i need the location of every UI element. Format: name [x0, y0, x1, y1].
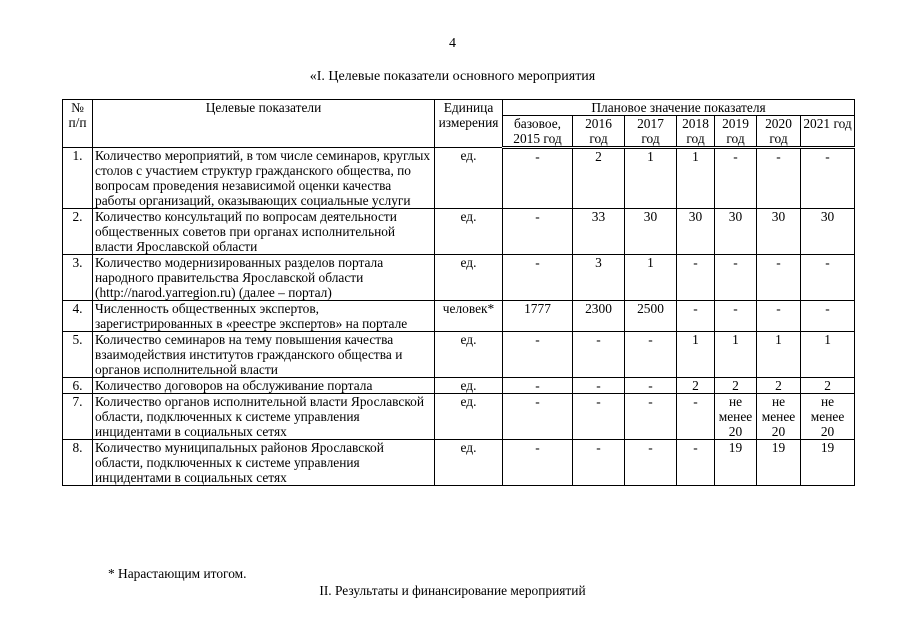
value-cell: -	[503, 209, 573, 255]
value-cell: 1	[801, 332, 855, 378]
value-cell: -	[573, 378, 625, 394]
value-cell: 30	[757, 209, 801, 255]
indicator-name: Количество консультаций по вопросам деятельности общественных советов при органах исполнительной власти Ярославской области	[93, 209, 435, 255]
value-cell: -	[573, 394, 625, 440]
header-unit: Единица измерения	[435, 100, 503, 148]
header-year-2021: 2021 год	[801, 116, 855, 148]
table-row	[63, 440, 855, 486]
value-cell: -	[677, 301, 715, 332]
value-cell: 30	[715, 209, 757, 255]
table-row	[63, 378, 855, 394]
header-year-2018: 2018 год	[677, 116, 715, 148]
value-cell: -	[801, 255, 855, 301]
unit-cell: ед.	[435, 255, 503, 301]
value-cell: -	[715, 301, 757, 332]
row-number: 7.	[63, 394, 93, 440]
value-cell: 2	[677, 378, 715, 394]
header-year-2019: 2019 год	[715, 116, 757, 148]
indicator-name: Количество мероприятий, в том числе семинаров, круглых столов с участием структур гражданского общества, по вопросам проведения независимой оценки качества работы организаций, оказывающих социальные услуги	[93, 148, 435, 209]
header-year-2017: 2017 год	[625, 116, 677, 148]
indicator-name: Количество органов исполнительной власти Ярославской области, подключенных к системе управления инцидентами в социальных сетях	[93, 394, 435, 440]
value-cell: -	[573, 440, 625, 486]
value-cell: -	[757, 148, 801, 209]
row-number: 5.	[63, 332, 93, 378]
value-cell: -	[503, 255, 573, 301]
header-planned: Плановое значение показателя	[503, 100, 855, 116]
value-cell: 19	[801, 440, 855, 486]
unit-cell: ед.	[435, 394, 503, 440]
header-year-2020: 2020 год	[757, 116, 801, 148]
value-cell: -	[715, 255, 757, 301]
table-row	[63, 332, 855, 378]
indicator-name: Количество модернизированных разделов портала народного правительства Ярославской области (http://narod.yarregion.ru) (далее – портал)	[93, 255, 435, 301]
value-cell: не менее 20	[715, 394, 757, 440]
row-number: 2.	[63, 209, 93, 255]
value-cell: не менее 20	[757, 394, 801, 440]
value-cell: не менее 20	[801, 394, 855, 440]
value-cell: 1	[625, 255, 677, 301]
value-cell: 2300	[573, 301, 625, 332]
next-section-title: II. Результаты и финансирование мероприятий	[319, 583, 586, 598]
value-cell: -	[503, 148, 573, 209]
value-cell: 1777	[503, 301, 573, 332]
value-cell: 2500	[625, 301, 677, 332]
indicators-table	[62, 99, 855, 486]
unit-cell: человек*	[435, 301, 503, 332]
unit-cell: ед.	[435, 440, 503, 486]
value-cell: -	[503, 332, 573, 378]
value-cell: -	[677, 255, 715, 301]
row-number: 3.	[63, 255, 93, 301]
header-num: № п/п	[63, 100, 93, 148]
value-cell: -	[503, 394, 573, 440]
value-cell: 33	[573, 209, 625, 255]
table-row	[63, 394, 855, 440]
value-cell: 1	[677, 148, 715, 209]
value-cell: -	[715, 148, 757, 209]
value-cell: 2	[757, 378, 801, 394]
row-number: 1.	[63, 148, 93, 209]
unit-cell: ед.	[435, 378, 503, 394]
unit-cell: ед.	[435, 209, 503, 255]
row-number: 4.	[63, 301, 93, 332]
value-cell: -	[625, 378, 677, 394]
table-row	[63, 209, 855, 255]
header-year-base: базовое, 2015 год	[503, 116, 573, 148]
value-cell: -	[573, 332, 625, 378]
table-row	[63, 301, 855, 332]
value-cell: 30	[801, 209, 855, 255]
value-cell: -	[503, 378, 573, 394]
value-cell: -	[625, 440, 677, 486]
unit-cell: ед.	[435, 148, 503, 209]
unit-cell: ед.	[435, 332, 503, 378]
value-cell: 30	[625, 209, 677, 255]
value-cell: -	[757, 301, 801, 332]
value-cell: 1	[715, 332, 757, 378]
value-cell: 2	[573, 148, 625, 209]
table-row	[63, 148, 855, 209]
value-cell: 1	[625, 148, 677, 209]
row-number: 8.	[63, 440, 93, 486]
indicator-name: Количество договоров на обслуживание портала	[93, 378, 435, 394]
value-cell: 3	[573, 255, 625, 301]
value-cell: -	[625, 394, 677, 440]
table-row	[63, 255, 855, 301]
value-cell: 2	[715, 378, 757, 394]
table-body	[63, 148, 855, 486]
value-cell: 19	[757, 440, 801, 486]
value-cell: -	[801, 301, 855, 332]
value-cell: -	[677, 394, 715, 440]
indicator-name: Количество муниципальных районов Ярославской области, подключенных к системе управления инцидентами в социальных сетях	[93, 440, 435, 486]
header-indicator: Целевые показатели	[93, 100, 435, 148]
indicator-name: Численность общественных экспертов, зарегистрированных в «реестре экспертов» на портале	[93, 301, 435, 332]
header-year-2016: 2016 год	[573, 116, 625, 148]
value-cell: -	[757, 255, 801, 301]
value-cell: 30	[677, 209, 715, 255]
value-cell: -	[625, 332, 677, 378]
value-cell: -	[503, 440, 573, 486]
indicator-name: Количество семинаров на тему повышения качества взаимодействия институтов гражданского общества и органов исполнительной власти	[93, 332, 435, 378]
section-title: «I. Целевые показатели основного мероприятия	[309, 69, 596, 84]
value-cell: -	[677, 440, 715, 486]
row-number: 6.	[63, 378, 93, 394]
value-cell: -	[801, 148, 855, 209]
value-cell: 2	[801, 378, 855, 394]
value-cell: 1	[757, 332, 801, 378]
footnote: * Нарастающим итогом.	[108, 566, 247, 581]
value-cell: 19	[715, 440, 757, 486]
value-cell: 1	[677, 332, 715, 378]
page-number: 4	[449, 36, 456, 51]
